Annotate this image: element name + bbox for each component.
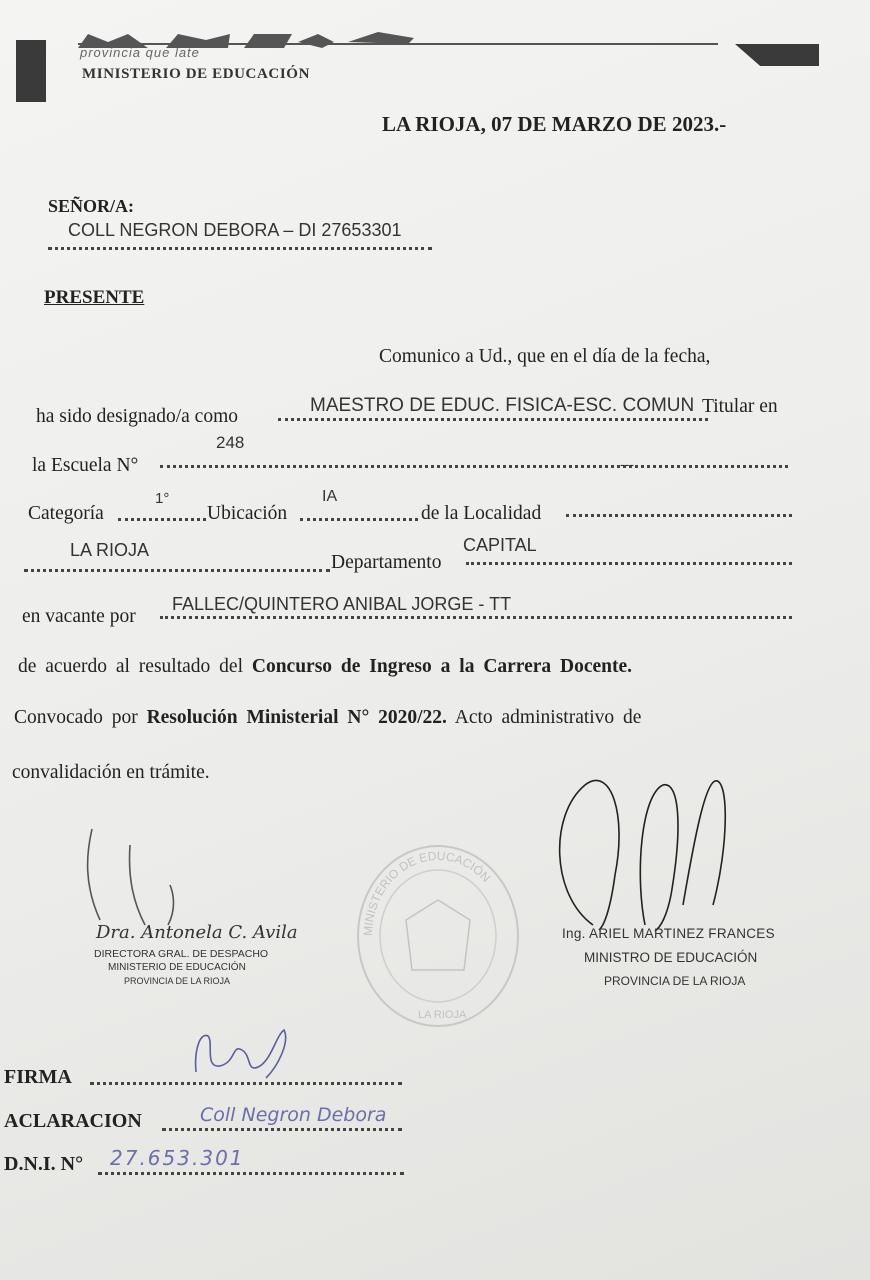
category-value: 1°: [155, 490, 170, 507]
paragraph-line-2: [14, 707, 641, 729]
seal-bottom-text: LA RIOJA: [418, 1009, 467, 1021]
intro-line: Comunico a Ud., que en el día de la fecha,: [379, 346, 711, 367]
dni-label: D.N.I. N°: [4, 1153, 84, 1175]
department-dotline: [466, 562, 792, 565]
school-mark: ---: [620, 456, 634, 472]
firma-label: FIRMA: [4, 1066, 72, 1088]
locality-value: LA RIOJA: [70, 540, 150, 560]
designated-label: ha sido designado/a como: [36, 406, 238, 427]
official-seal: [352, 840, 524, 1032]
firma-dotline: [90, 1082, 402, 1085]
seal-text: MINISTERIO DE EDUCACIÓN: [360, 848, 494, 937]
recipient-signature: [180, 1022, 300, 1086]
ministry-name: MINISTERIO DE EDUCACIÓN: [82, 66, 310, 82]
p2-text: Convocado por: [14, 707, 138, 728]
presente-heading: PRESENTE: [44, 287, 145, 308]
school-number: 248: [216, 433, 245, 452]
right-signatory-title: MINISTRO DE EDUCACIÓN: [584, 950, 758, 965]
category-label: Categoría: [28, 503, 104, 524]
dni-dotline: [98, 1172, 404, 1175]
aclaracion-value: Coll Negron Debora: [200, 1104, 387, 1126]
location-label: Ubicación: [207, 503, 288, 524]
vacancy-value: FALLEC/QUINTERO ANIBAL JORGE - TT: [172, 594, 512, 614]
logo-corner-mark: [735, 44, 819, 66]
locality-dotline: [566, 514, 792, 517]
vacancy-label: en vacante por: [22, 606, 136, 627]
school-label: la Escuela N°: [32, 455, 139, 476]
department-label: Departamento: [331, 552, 442, 573]
dni-value: 27.653.301: [110, 1146, 245, 1170]
school-dotline: [160, 465, 788, 468]
p1-bold: Concurso de Ingreso a la Carrera Docente.: [251, 656, 633, 677]
p2-text-end: Acto administrativo de: [454, 707, 642, 728]
paragraph-line-1: [18, 656, 632, 678]
left-signatory-province: PROVINCIA DE LA RIOJA: [124, 976, 231, 986]
recipient-label: SEÑOR/A:: [48, 196, 135, 216]
aclaracion-label: ACLARACION: [4, 1110, 142, 1132]
right-signatory-province: PROVINCIA DE LA RIOJA: [604, 974, 746, 988]
position-dotline: [278, 418, 708, 421]
recipient-name: COLL NEGRON DEBORA – DI 27653301: [68, 220, 402, 240]
letter-date: LA RIOJA, 07 DE MARZO DE 2023.-: [382, 112, 727, 136]
titular-label: Titular en: [702, 396, 778, 417]
locality-label: de la Localidad: [421, 503, 542, 524]
right-signatory-name: Ing. ARIEL MARTINEZ FRANCES: [562, 926, 775, 941]
right-signature-scribble: [545, 755, 745, 935]
department-value: CAPITAL: [463, 535, 537, 555]
logo-subtitle: provincia que late: [80, 45, 200, 60]
left-signatory-org: MINISTERIO DE EDUCACIÓN: [108, 962, 246, 973]
position-value: MAESTRO DE EDUC. FISICA-ESC. COMUN: [310, 395, 695, 416]
left-signatory-title: DIRECTORA GRAL. DE DESPACHO: [94, 948, 269, 960]
p1-text: de acuerdo al resultado del: [18, 656, 243, 677]
left-signatory-name: Dra. Antonela C. Avila: [96, 922, 298, 943]
location-dotline: [300, 518, 418, 521]
p2-bold: Resolución Ministerial N° 2020/22.: [146, 707, 447, 728]
logo-bar: [16, 40, 46, 102]
location-value: IA: [322, 488, 338, 505]
recipient-dotline: [48, 247, 432, 250]
vacancy-dotline: [160, 616, 792, 619]
aclaracion-dotline: [162, 1128, 402, 1131]
locality-value-dotline: [24, 569, 330, 572]
paragraph-line-3: convalidación en trámite.: [12, 762, 210, 783]
left-signature-scribble: [70, 815, 190, 935]
category-dotline: [118, 518, 206, 521]
